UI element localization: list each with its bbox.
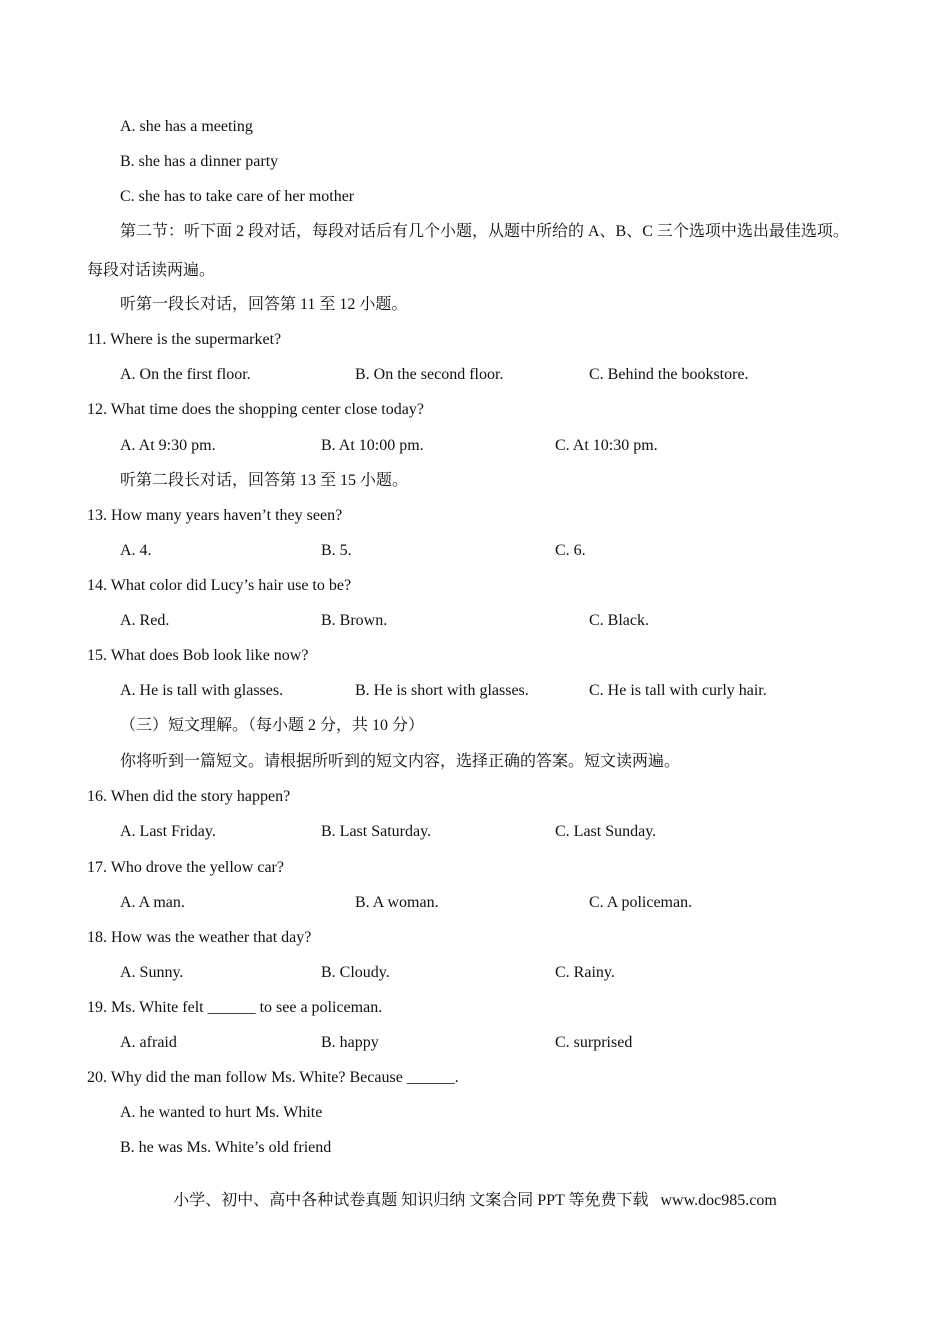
q17-option-a: A. A man. [120,894,185,911]
question-14: 14. What color did Lucy’s hair use to be? [87,577,352,594]
option-b: B. she has a dinner party [120,153,279,170]
question-13: 13. How many years haven’t they seen? [87,507,343,524]
dialogue1-intro: 听第一段长对话，回答第 11 至 12 小题。 [120,296,408,313]
q14-option-a: A. Red. [120,612,170,629]
q15-option-b: B. He is short with glasses. [355,682,529,699]
q20-option-a: A. he wanted to hurt Ms. White [120,1104,323,1121]
q18-option-b: B. Cloudy. [321,964,390,981]
question-17: 17. Who drove the yellow car? [87,859,284,876]
q13-option-a: A. 4. [120,542,152,559]
question-19: 19. Ms. White felt ______ to see a policeman. [87,999,383,1016]
footer-link[interactable]: www.doc985.com [660,1192,777,1209]
q19-option-b: B. happy [321,1034,379,1051]
footer-text: 小学、初中、高中各种试卷真题 知识归纳 文案合同 PPT 等免费下载 [173,1192,649,1209]
q19-option-c: C. surprised [555,1034,633,1051]
q14-option-c: C. Black. [589,612,649,629]
q15-option-a: A. He is tall with glasses. [120,682,284,699]
q12-option-c: C. At 10:30 pm. [555,437,658,454]
q13-option-c: C. 6. [555,542,586,559]
section3-heading: （三）短文理解。（每小题 2 分，共 10 分） [120,717,425,734]
section2-instruction-cont: 每段对话读两遍。 [87,262,216,279]
section2-instruction: 第二节：听下面 2 段对话，每段对话后有几个小题，从题中所给的 A、B、C 三个选项中选出最佳选项。 [120,223,849,240]
question-16: 16. When did the story happen? [87,788,291,805]
q16-option-b: B. Last Saturday. [321,823,432,840]
page-footer [0,1191,950,1211]
q12-option-a: A. At 9:30 pm. [120,437,216,454]
q11-option-c: C. Behind the bookstore. [589,366,749,383]
q12-option-b: B. At 10:00 pm. [321,437,424,454]
question-12: 12. What time does the shopping center close today? [87,401,424,418]
q14-option-b: B. Brown. [321,612,388,629]
q15-option-c: C. He is tall with curly hair. [589,682,767,699]
q16-option-c: C. Last Sunday. [555,823,657,840]
q20-option-b: B. he was Ms. White’s old friend [120,1139,332,1156]
question-20: 20. Why did the man follow Ms. White? Because ______. [87,1069,459,1086]
q19-option-a: A. afraid [120,1034,177,1051]
question-18: 18. How was the weather that day? [87,929,312,946]
dialogue2-intro: 听第二段长对话，回答第 13 至 15 小题。 [120,472,409,489]
q13-option-b: B. 5. [321,542,352,559]
q18-option-c: C. Rainy. [555,964,615,981]
question-15: 15. What does Bob look like now? [87,647,309,664]
q17-option-c: C. A policeman. [589,894,693,911]
section3-instruction: 你将听到一篇短文。请根据所听到的短文内容，选择正确的答案。短文读两遍。 [120,753,681,770]
option-c: C. she has to take care of her mother [120,188,355,205]
option-a: A. she has a meeting [120,118,253,135]
q16-option-a: A. Last Friday. [120,823,216,840]
q18-option-a: A. Sunny. [120,964,184,981]
q17-option-b: B. A woman. [355,894,439,911]
q11-option-b: B. On the second floor. [355,366,504,383]
q11-option-a: A. On the first floor. [120,366,251,383]
question-11: 11. Where is the supermarket? [87,331,282,348]
